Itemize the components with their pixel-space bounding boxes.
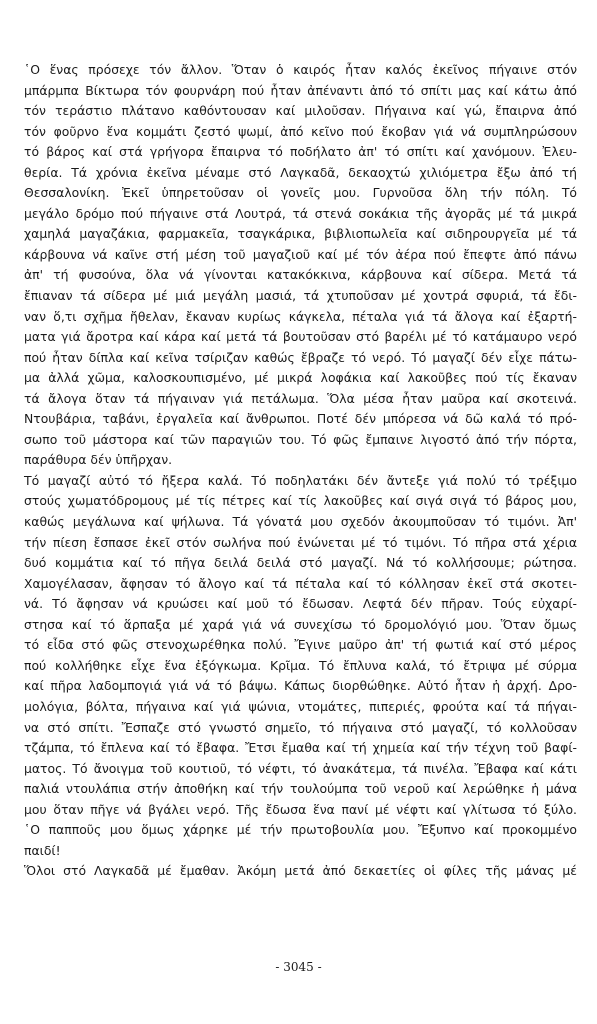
text-line: ἀπ' τή φυσούνα, ὅλα νά γίνονται κατακόκκινα, κάρβουνα καί σίδερα. Μετά τά (24, 267, 577, 283)
text-line: καί πῆρα λαδομπογιά γιά νά τό βάψω. Κάπως διορθώθηκε. Αὐτό ἦταν ἡ ἀρχή. Δρο- (24, 678, 577, 694)
text-line: παλιά ντουλάπια στήν ἀποθήκη καί τήν τουλούμπα τοῦ νεροῦ καί λερώθηκε ἡ μάνα (24, 781, 577, 797)
text-line: δυό κομμάτια καί τό πῆγα δειλά δειλά στό μαγαζί. Νά τό κολλήσουμε; ρώτησα. (24, 555, 577, 571)
text-line: νά. Τό ἄφησαν νά κρυώσει καί μοῦ τό ἔδωσαν. Λεφτά δέν πῆραν. Τούς εὐχαρί- (24, 596, 577, 612)
text-line: ῾Ο ἕνας πρόσεχε τόν ἄλλον. Ὅταν ὁ καιρός ἦταν καλός ἐκεῖνος πήγαινε στόν (24, 62, 577, 77)
text-line: πού ἦταν δίπλα καί κεῖνα τσίριζαν καθώς ἔβραζε τό νερό. Τό μαγαζί δέν εἶχε πάτω- (24, 349, 577, 365)
text-line: τόν τεράστιο πλάτανο καθόντουσαν καί μιλοῦσαν. Πήγαινα καί γώ, ἔπαιρνα ἀπό (24, 103, 577, 119)
text-line: χαμηλά μαγαζάκια, φαρμακεῖα, τσαγκάρικα, βιβλιοπωλεῖα καί σιδηρουργεῖα μέ τά (24, 226, 577, 242)
text-line: ἔπιαναν τά σίδερα μέ μιά μεγάλη μασιά, τά χτυποῦσαν μέ χοντρά σφυριά, τά ἔδι- (24, 288, 577, 304)
text-line: μου ὅταν πῆγε νά βγάλει νερό. Τῆς ἔδωσα ἕνα πανί μέ νέφτι καί γλίτωσα τό ξύλο. (24, 801, 577, 817)
text-line: καθώς μεγάλωνα καί ψήλωνα. Τά γόνατά μου σχεδόν ἀκουμποῦσαν τό τιμόνι. Ἀπ' (24, 514, 577, 530)
text-line: θερία. Τά χρόνια ἐκεῖνα μέναμε στό Λαγκαδᾶ, δεκαοχτώ χιλιόμετρα ἔξω ἀπό τή (24, 164, 577, 180)
text-line: κάρβουνα νά καῖνε στή μέση τοῦ μαγαζιοῦ καί μέ τόν ἀέρα πού ἔπεφτε ἀπό πάνω (24, 246, 577, 262)
text-line: Χαμογέλασαν, ἄφησαν τό ἄλογο καί τά πέταλα καί τό κόλλησαν ἐκεῖ στά σκοτει- (24, 575, 577, 591)
text-line: παράθυρα δέν ὑπῆρχαν. (24, 452, 173, 468)
text-line: τήν πίεση ἔσπασε ἐκεῖ στόν σωλήνα πού ἑνώνεται μέ τό τιμόνι. Τό πῆρα στά χέρια (24, 534, 577, 550)
text-line: Ντουβάρια, ταβάνι, ἐργαλεῖα καί ἄνθρωποι. Ποτέ δέν μπόρεσα νά δῶ καλά τό πρό- (24, 411, 577, 427)
text-line: ματα γιά ἄροτρα καί κάρα καί μετά τά βουτοῦσαν στό βαρέλι μέ τό κατάμαυρο νερό (24, 329, 577, 345)
text-line: στησα καί τό ἅρπαξα μέ χαρά γιά νά συνεχίσω τό δρομολόγιό μου. Ὅταν ὅμως (24, 616, 577, 632)
text-line: τό βάρος καί στά γρήγορα ἔπαιρνα τό ποδήλατο ἀπ' τό σπίτι καί χανόμουν. Ἐλευ- (24, 144, 577, 160)
text-line: τό εἶδα στό φῶς στενοχωρέθηκα πολύ. Ἔγινε μαῦρο ἀπ' τή φωτιά καί στό μέρος (24, 637, 577, 653)
text-line: ματος. Τό ἄνοιγμα τοῦ κουτιοῦ, τό νέφτι, τό ἀνακάτεμα, τά πινέλα. Ἔβαφα καί κάτι (24, 760, 577, 776)
text-line: σωπο τοῦ μάστορα καί τῶν παραγιῶν του. Τό φῶς ἔμπαινε λιγοστό ἀπό τήν πόρτα, (24, 431, 577, 447)
text-line: παιδί! (24, 842, 61, 858)
text-line: να στό σπίτι. Ἔσπαζε στό γνωστό σημεῖο, τό πήγαινα στό μαγαζί, τό κολλοῦσαν (24, 719, 577, 735)
text-body (24, 60, 577, 882)
text-line: τόν φοῦρνο ἕνα κομμάτι ζεστό ψωμί, ἀπό κεῖνο πού ἔκοβαν γιά νά συμπληρώσουν (24, 123, 577, 139)
text-line: ῾Ο παπποῦς μου ὅμως χάρηκε μέ τήν πρωτοβουλία μου. Ἔξυπνο καί προκομμένο (24, 822, 577, 838)
text-line: μπάρμπα Βίκτωρα τόν φουρνάρη πού ἦταν ἀπέναντι ἀπό τό σπίτι μας καί κάτω ἀπό (24, 82, 577, 98)
text-line: πού κολλήθηκε εἶχε ἕνα ἐξόγκωμα. Κρῖμα. Τό ἔπλυνα καλά, τό ἔτριψα μέ σύρμα (24, 657, 577, 673)
text-line: μεγάλο δρόμο πού πήγαινε στά Λουτρά, τά στενά σοκάκια τῆς ἀγορᾶς μέ τά μικρά (24, 205, 577, 221)
text-line: τά ἄλογα ὅταν τά πήγαιναν γιά πετάλωμα. Ὅλα μέσα ἦταν μαῦρα καί σκοτεινά. (24, 390, 577, 406)
text-line: Ὅλοι στό Λαγκαδᾶ μέ ἔμαθαν. Ἀκόμη μετά ἀπό δεκαετίες οἱ φίλες τῆς μάνας μέ (24, 863, 577, 879)
text-line: Τό μαγαζί αὐτό τό ἤξερα καλά. Τό ποδηλατάκι δέν ἄντεξε γιά πολύ τό τρέξιμο (24, 472, 577, 488)
text-line: μολόγια, βόλτα, πήγαινα καί γιά ψώνια, ντομάτες, πιπεριές, φρούτα καί τά πήγαι- (24, 698, 577, 714)
text-line: μα ἀλλά χῶμα, καλοσκουπισμένο, μέ μικρά λοφάκια καί λακοῦβες πού τίς ἔκαναν (24, 370, 577, 386)
text-line: τζάμπα, τό ἔπλενα καί τό ἔβαφα. Ἔτσι ἔμαθα καί τή χημεία καί τήν τέχνη τοῦ βαφί- (24, 740, 577, 756)
page-number: - 3045 - (275, 960, 322, 974)
text-line: ναν ὅ,τι σχῆμα ἤθελαν, ἔκαναν κυρίως κάγκελα, πέταλα γιά τά ἄλογα καί ἐξαρτή- (24, 308, 577, 324)
text-line: στούς χωματόδρομους μέ τίς πέτρες καί τίς λακοῦβες καί σιγά σιγά τό βάρος μου, (24, 493, 577, 509)
text-line: Θεσσαλονίκη. Ἐκεῖ ὑπηρετοῦσαν οἱ γονεῖς μου. Γυρνοῦσα ὅλη τήν πόλη. Τό (24, 185, 577, 201)
